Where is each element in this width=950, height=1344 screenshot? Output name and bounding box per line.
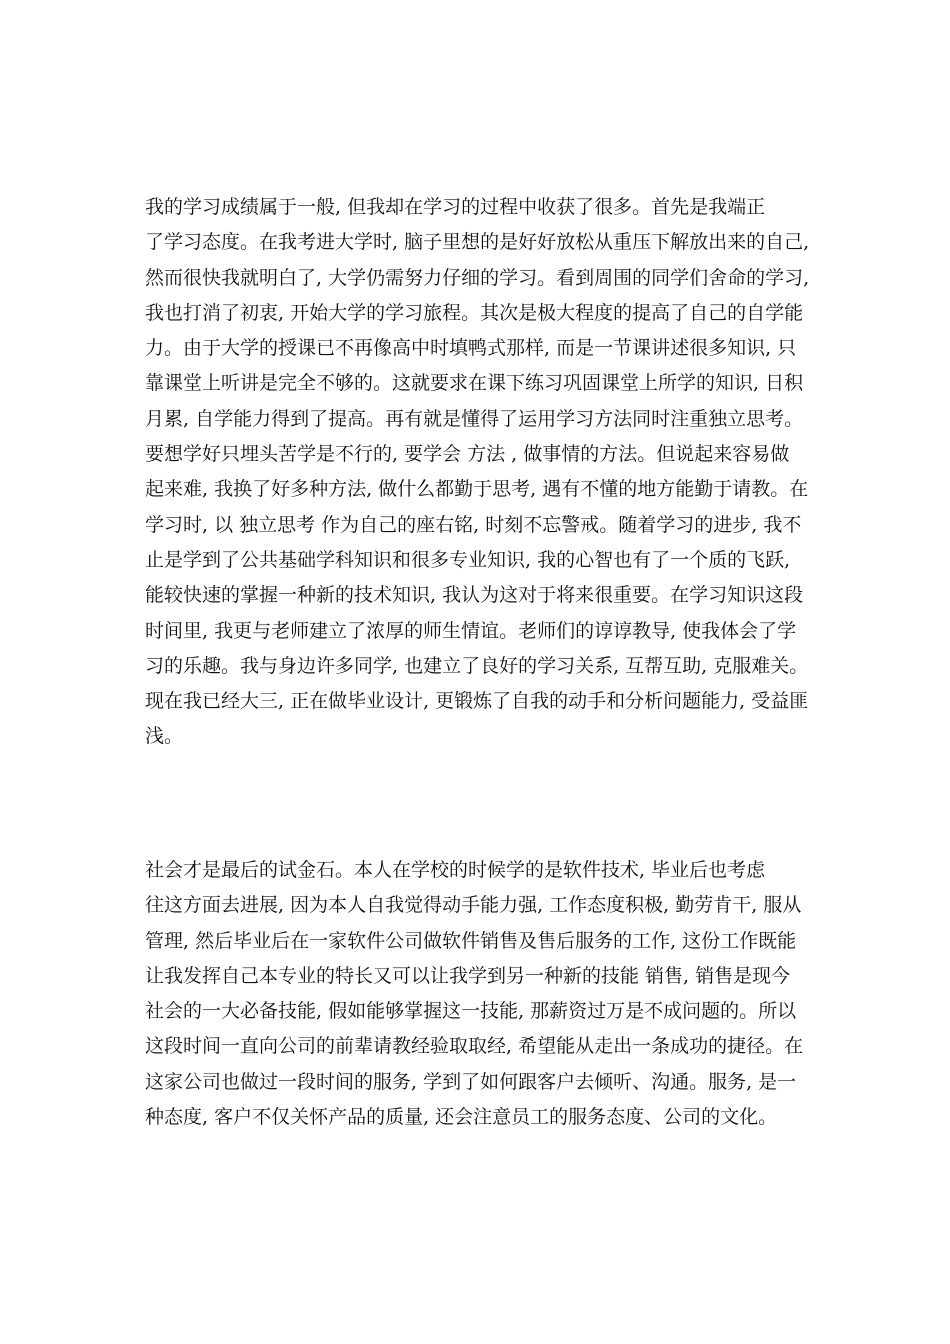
paragraph-society [145, 853, 810, 1135]
text-line: 往这方面去进展, 因为本人自我觉得动手能力强, 工作态度积极, 勤劳肯干, 服从 [145, 894, 802, 917]
text-line: 让我发挥自己本专业的特长又可以让我学到另一种新的技能 销售, 销售是现今 [145, 964, 791, 987]
text-line: 学习时, 以 独立思考 作为自己的座右铭, 时刻不忘警戒。随着学习的进步, 我不 [145, 513, 802, 536]
text-line: 社会才是最后的试金石。本人在学校的时候学的是软件技术, 毕业后也考虑 [145, 859, 766, 881]
text-line: 要想学好只埋头苦学是不行的, 要学会 方法 , 做事情的方法。但说起来容易做 [145, 443, 790, 466]
text-line: 浅。 [145, 725, 184, 748]
paragraph-study [145, 190, 810, 755]
text-line: 社会的一大必备技能, 假如能够掌握这一技能, 那薪资过万是不成问题的。所以 [145, 1000, 797, 1023]
text-line: 这段时间一直向公司的前辈请教经验取取经, 希望能从走出一条成功的捷径。在 [145, 1035, 804, 1058]
text-line: 了学习态度。在我考进大学时, 脑子里想的是好好放松从重压下解放出来的自己, [145, 231, 810, 254]
text-line: 这家公司也做过一段时间的服务, 学到了如何跟客户去倾听、沟通。服务, 是一 [145, 1070, 797, 1093]
text-line: 我的学习成绩属于一般, 但我却在学习的过程中收获了很多。首先是我端正 [145, 196, 766, 218]
text-line: 时间里, 我更与老师建立了浓厚的师生情谊。老师们的谆谆教导, 使我体会了学 [145, 619, 797, 642]
text-line: 习的乐趣。我与身边许多同学, 也建立了良好的学习关系, 互帮互助, 克服难关。 [145, 654, 809, 677]
text-line: 月累, 自学能力得到了提高。再有就是懂得了运用学习方法同时注重独立思考。 [145, 407, 804, 430]
text-line: 能较快速的掌握一种新的技术知识, 我认为这对于将来很重要。在学习知识这段 [145, 584, 804, 607]
text-line: 现在我已经大三, 正在做毕业设计, 更锻炼了自我的动手和分析问题能力, 受益匪 [145, 690, 809, 713]
text-line: 靠课堂上听讲是完全不够的。这就要求在课下练习巩固课堂上所学的知识, 日积 [145, 372, 804, 395]
text-line: 止是学到了公共基础学科知识和很多专业知识, 我的心智也有了一个质的飞跃, [145, 548, 791, 571]
text-line: 种态度, 客户不仅关怀产品的质量, 还会注意员工的服务态度、公司的文化。 [145, 1106, 778, 1129]
text-line: 起来难, 我换了好多种方法, 做什么都勤于思考, 遇有不懂的地方能勤于请教。在 [145, 478, 809, 501]
text-line: 然而很快我就明白了, 大学仍需努力仔细的学习。看到周围的同学们舍命的学习, [145, 266, 810, 289]
text-line: 管理, 然后毕业后在一家软件公司做软件销售及售后服务的工作, 这份工作既能 [145, 929, 797, 952]
text-line: 我也打消了初衷, 开始大学的学习旅程。其次是极大程度的提高了自己的自学能 [145, 301, 804, 324]
text-line: 力。由于大学的授课已不再像高中时填鸭式那样, 而是一节课讲述很多知识, 只 [145, 337, 797, 360]
